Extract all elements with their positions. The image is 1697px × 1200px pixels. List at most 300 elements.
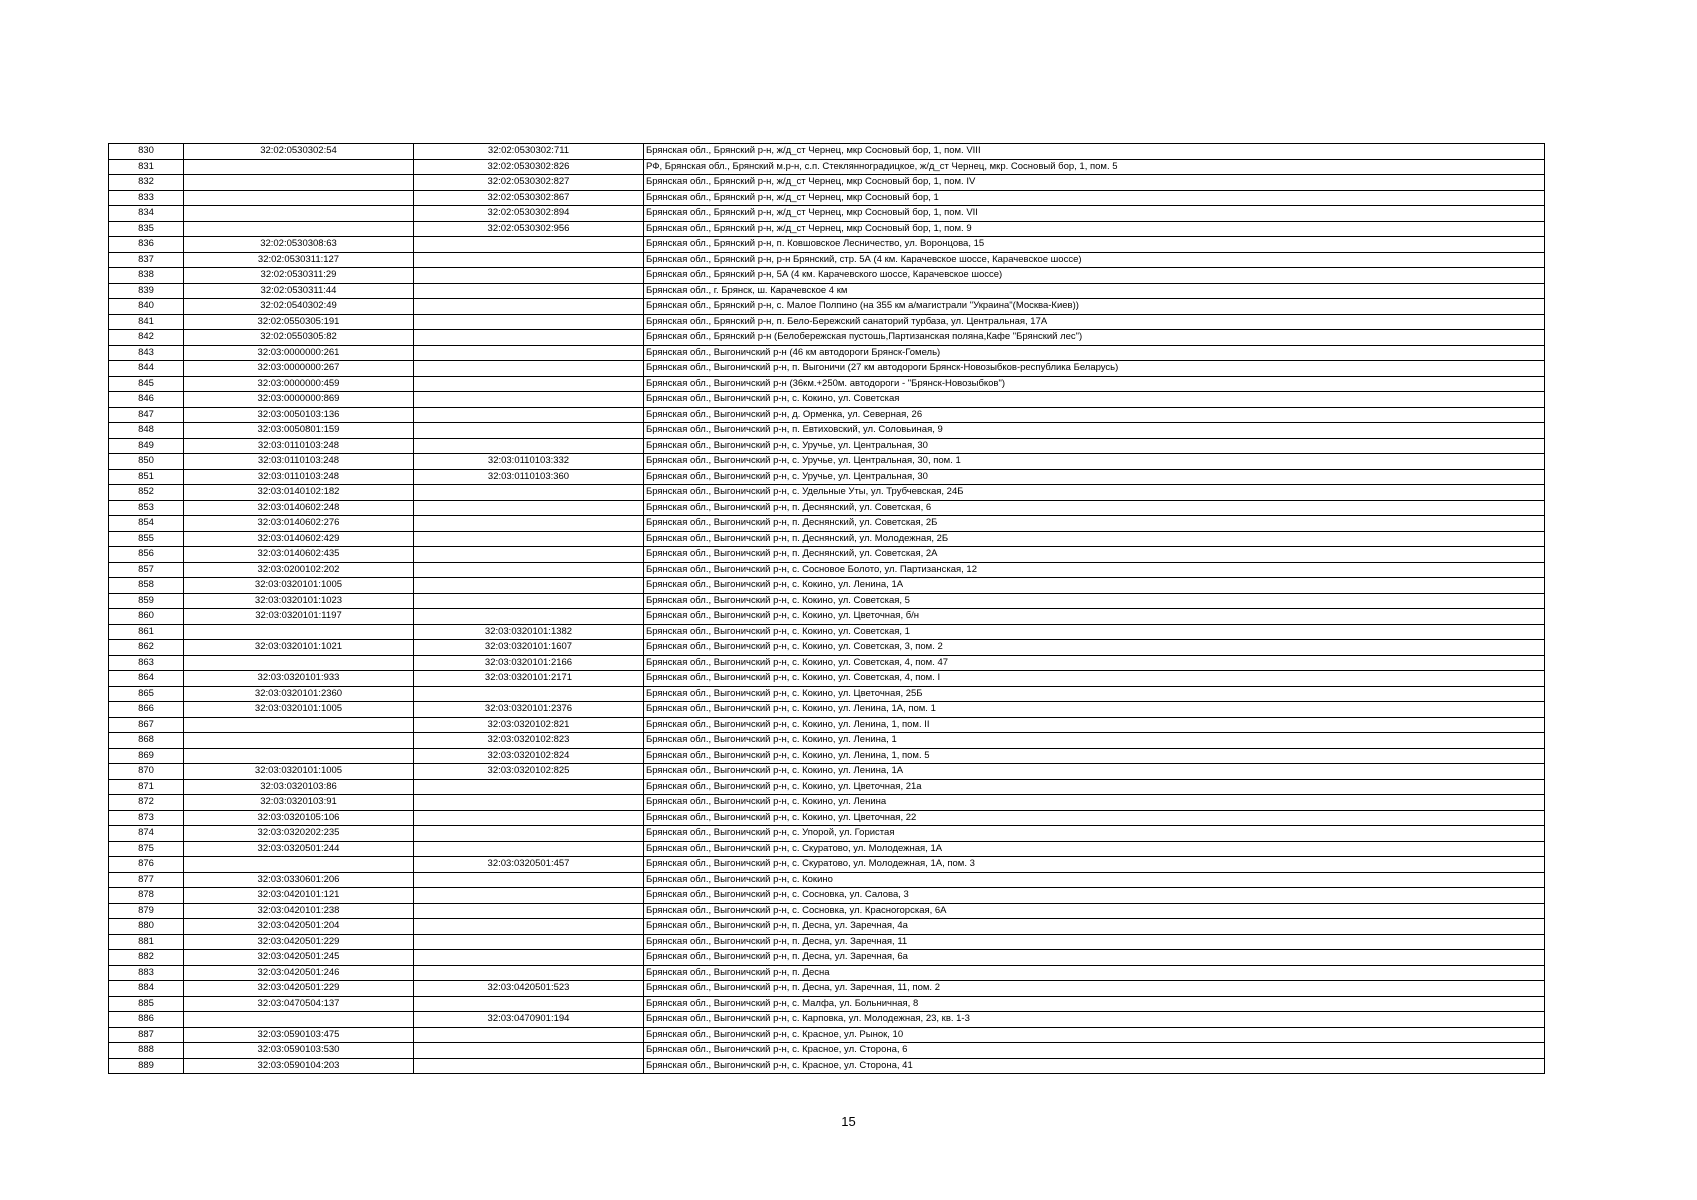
- address-cell: Брянская обл., Выгоничский р-н, с. Кокино, ул. Цветочная, б/н: [644, 609, 1545, 625]
- row-number-cell: 834: [109, 206, 184, 222]
- premises-cadastral-number-cell: [414, 888, 644, 904]
- table-row: [109, 454, 1545, 470]
- cadastral-number-cell: 32:03:0110103:248: [184, 454, 414, 470]
- table-row: [109, 175, 1545, 191]
- table-row: [109, 330, 1545, 346]
- row-number-cell: 835: [109, 221, 184, 237]
- cadastral-number-cell: [184, 624, 414, 640]
- row-number-cell: 851: [109, 469, 184, 485]
- premises-cadastral-number-cell: 32:02:0530302:956: [414, 221, 644, 237]
- address-cell: Брянская обл., Выгоничский р-н, п. Деснянский, ул. Советская, 2А: [644, 547, 1545, 563]
- premises-cadastral-number-cell: 32:03:0320101:2376: [414, 702, 644, 718]
- page-number: 15: [841, 1114, 856, 1129]
- cadastral-number-cell: 32:03:0050801:159: [184, 423, 414, 439]
- row-number-cell: 862: [109, 640, 184, 656]
- table-row: [109, 252, 1545, 268]
- address-cell: Брянская обл., г. Брянск, ш. Карачевское 4 км: [644, 283, 1545, 299]
- premises-cadastral-number-cell: [414, 500, 644, 516]
- row-number-cell: 857: [109, 562, 184, 578]
- table-row: [109, 857, 1545, 873]
- table-row: [109, 764, 1545, 780]
- premises-cadastral-number-cell: 32:02:0530302:826: [414, 159, 644, 175]
- table-row: [109, 903, 1545, 919]
- row-number-cell: 885: [109, 996, 184, 1012]
- cadastral-number-cell: 32:03:0320101:1197: [184, 609, 414, 625]
- address-cell: Брянская обл., Брянский р-н, п. Бело-Бережский санаторий турбаза, ул. Центральная, 17А: [644, 314, 1545, 330]
- premises-cadastral-number-cell: 32:03:0320101:1607: [414, 640, 644, 656]
- table-row: [109, 206, 1545, 222]
- premises-cadastral-number-cell: [414, 934, 644, 950]
- premises-cadastral-number-cell: 32:03:0420501:523: [414, 981, 644, 997]
- cadastral-number-cell: 32:03:0420501:229: [184, 934, 414, 950]
- premises-cadastral-number-cell: 32:03:0320101:1382: [414, 624, 644, 640]
- row-number-cell: 872: [109, 795, 184, 811]
- table-row: [109, 531, 1545, 547]
- property-register-table: [108, 143, 1545, 1074]
- table-row: [109, 779, 1545, 795]
- premises-cadastral-number-cell: 32:03:0320501:457: [414, 857, 644, 873]
- address-cell: Брянская обл., Выгоничский р-н, п. Десна, ул. Заречная, 11: [644, 934, 1545, 950]
- cadastral-number-cell: 32:02:0530311:29: [184, 268, 414, 284]
- address-cell: Брянская обл., Брянский р-н, ж/д_ст Чернец, мкр Сосновый бор, 1, пом. VII: [644, 206, 1545, 222]
- cadastral-number-cell: 32:02:0530302:54: [184, 144, 414, 160]
- address-cell: Брянская обл., Выгоничский р-н, с. Карповка, ул. Молодежная, 23, кв. 1-3: [644, 1012, 1545, 1028]
- row-number-cell: 860: [109, 609, 184, 625]
- address-cell: Брянская обл., Выгоничский р-н, с. Удельные Уты, ул. Трубчевская, 24Б: [644, 485, 1545, 501]
- address-cell: Брянская обл., Выгоничский р-н, с. Скуратово, ул. Молодежная, 1А, пом. 3: [644, 857, 1545, 873]
- table-row: [109, 485, 1545, 501]
- row-number-cell: 844: [109, 361, 184, 377]
- cadastral-number-cell: 32:02:0530308:63: [184, 237, 414, 253]
- cadastral-number-cell: [184, 190, 414, 206]
- row-number-cell: 887: [109, 1027, 184, 1043]
- cadastral-number-cell: 32:03:0140102:182: [184, 485, 414, 501]
- table-row: [109, 1012, 1545, 1028]
- premises-cadastral-number-cell: [414, 686, 644, 702]
- address-cell: Брянская обл., Выгоничский р-н, с. Кокино, ул. Ленина, 1А: [644, 764, 1545, 780]
- address-cell: Брянская обл., Выгоничский р-н, с. Кокино, ул. Цветочная, 21а: [644, 779, 1545, 795]
- table-row: [109, 268, 1545, 284]
- premises-cadastral-number-cell: [414, 996, 644, 1012]
- row-number-cell: 856: [109, 547, 184, 563]
- row-number-cell: 882: [109, 950, 184, 966]
- row-number-cell: 874: [109, 826, 184, 842]
- cadastral-number-cell: 32:03:0320202:235: [184, 826, 414, 842]
- row-number-cell: 831: [109, 159, 184, 175]
- table-row: [109, 919, 1545, 935]
- table-row: [109, 872, 1545, 888]
- cadastral-number-cell: 32:03:0320105:106: [184, 810, 414, 826]
- table-row: [109, 469, 1545, 485]
- cadastral-number-cell: 32:03:0320501:244: [184, 841, 414, 857]
- premises-cadastral-number-cell: 32:02:0530302:711: [414, 144, 644, 160]
- address-cell: Брянская обл., Выгоничский р-н, п. Выгоничи (27 км автодороги Брянск-Новозыбков-республика Беларусь): [644, 361, 1545, 377]
- premises-cadastral-number-cell: [414, 903, 644, 919]
- table-row: [109, 562, 1545, 578]
- premises-cadastral-number-cell: [414, 1027, 644, 1043]
- cadastral-number-cell: [184, 175, 414, 191]
- row-number-cell: 871: [109, 779, 184, 795]
- cadastral-number-cell: 32:03:0320101:933: [184, 671, 414, 687]
- row-number-cell: 842: [109, 330, 184, 346]
- table-row: [109, 361, 1545, 377]
- row-number-cell: 867: [109, 717, 184, 733]
- row-number-cell: 846: [109, 392, 184, 408]
- premises-cadastral-number-cell: 32:03:0110103:360: [414, 469, 644, 485]
- premises-cadastral-number-cell: [414, 919, 644, 935]
- table-row: [109, 392, 1545, 408]
- address-cell: Брянская обл., Выгоничский р-н, с. Скуратово, ул. Молодежная, 1А: [644, 841, 1545, 857]
- table-row: [109, 686, 1545, 702]
- table-row: [109, 438, 1545, 454]
- address-cell: Брянская обл., Выгоничский р-н, с. Кокино, ул. Ленина: [644, 795, 1545, 811]
- row-number-cell: 830: [109, 144, 184, 160]
- cadastral-number-cell: 32:03:0140602:429: [184, 531, 414, 547]
- address-cell: Брянская обл., Выгоничский р-н, с. Кокино, ул. Советская, 4, пом. I: [644, 671, 1545, 687]
- table-row: [109, 609, 1545, 625]
- cadastral-number-cell: 32:03:0420501:229: [184, 981, 414, 997]
- address-cell: Брянская обл., Выгоничский р-н, п. Евтиховский, ул. Соловьиная, 9: [644, 423, 1545, 439]
- address-cell: Брянская обл., Выгоничский р-н, с. Красное, ул. Сторона, 6: [644, 1043, 1545, 1059]
- table-row: [109, 1043, 1545, 1059]
- table-row: [109, 655, 1545, 671]
- cadastral-number-cell: 32:03:0140602:276: [184, 516, 414, 532]
- row-number-cell: 837: [109, 252, 184, 268]
- address-cell: Брянская обл., Выгоничский р-н, п. Десна, ул. Заречная, 11, пом. 2: [644, 981, 1545, 997]
- cadastral-number-cell: 32:03:0320101:1005: [184, 702, 414, 718]
- table-row: [109, 345, 1545, 361]
- cadastral-number-cell: 32:02:0540302:49: [184, 299, 414, 315]
- table-row: [109, 640, 1545, 656]
- premises-cadastral-number-cell: [414, 283, 644, 299]
- address-cell: Брянская обл., Выгоничский р-н, с. Красное, ул. Сторона, 41: [644, 1058, 1545, 1074]
- premises-cadastral-number-cell: [414, 376, 644, 392]
- table-row: [109, 826, 1545, 842]
- address-cell: Брянская обл., Брянский р-н, ж/д_ст Чернец, мкр Сосновый бор, 1: [644, 190, 1545, 206]
- address-cell: Брянская обл., Выгоничский р-н, с. Уручье, ул. Центральная, 30, пом. 1: [644, 454, 1545, 470]
- premises-cadastral-number-cell: [414, 578, 644, 594]
- row-number-cell: 854: [109, 516, 184, 532]
- cadastral-number-cell: [184, 733, 414, 749]
- table-row: [109, 717, 1545, 733]
- premises-cadastral-number-cell: [414, 810, 644, 826]
- row-number-cell: 888: [109, 1043, 184, 1059]
- row-number-cell: 847: [109, 407, 184, 423]
- row-number-cell: 850: [109, 454, 184, 470]
- table-row: [109, 237, 1545, 253]
- premises-cadastral-number-cell: [414, 237, 644, 253]
- row-number-cell: 863: [109, 655, 184, 671]
- row-number-cell: 849: [109, 438, 184, 454]
- cadastral-number-cell: 32:03:0420101:121: [184, 888, 414, 904]
- cadastral-number-cell: 32:03:0110103:248: [184, 438, 414, 454]
- address-cell: Брянская обл., Брянский р-н, ж/д_ст Чернец, мкр Сосновый бор, 1, пом. 9: [644, 221, 1545, 237]
- premises-cadastral-number-cell: [414, 826, 644, 842]
- cadastral-number-cell: 32:03:0590103:530: [184, 1043, 414, 1059]
- premises-cadastral-number-cell: [414, 531, 644, 547]
- table-row: [109, 376, 1545, 392]
- address-cell: Брянская обл., Выгоничский р-н, с. Кокино, ул. Советская, 1: [644, 624, 1545, 640]
- table-row: [109, 965, 1545, 981]
- address-cell: Брянская обл., Выгоничский р-н, п. Десна, ул. Заречная, 6а: [644, 950, 1545, 966]
- cadastral-number-cell: 32:03:0420501:204: [184, 919, 414, 935]
- premises-cadastral-number-cell: 32:03:0320102:823: [414, 733, 644, 749]
- address-cell: Брянская обл., Выгоничский р-н, с. Уручье, ул. Центральная, 30: [644, 469, 1545, 485]
- row-number-cell: 866: [109, 702, 184, 718]
- address-cell: Брянская обл., Выгоничский р-н, п. Десна: [644, 965, 1545, 981]
- address-cell: Брянская обл., Выгоничский р-н, с. Кокино, ул. Советская, 3, пом. 2: [644, 640, 1545, 656]
- premises-cadastral-number-cell: [414, 562, 644, 578]
- cadastral-number-cell: [184, 655, 414, 671]
- table-row: [109, 423, 1545, 439]
- premises-cadastral-number-cell: [414, 593, 644, 609]
- address-cell: Брянская обл., Выгоничский р-н, п. Деснянский, ул. Советская, 2Б: [644, 516, 1545, 532]
- cadastral-number-cell: 32:03:0320101:1005: [184, 578, 414, 594]
- table-row: [109, 159, 1545, 175]
- cadastral-number-cell: 32:03:0140602:435: [184, 547, 414, 563]
- address-cell: Брянская обл., Выгоничский р-н, с. Упорой, ул. Гористая: [644, 826, 1545, 842]
- row-number-cell: 886: [109, 1012, 184, 1028]
- row-number-cell: 881: [109, 934, 184, 950]
- row-number-cell: 868: [109, 733, 184, 749]
- cadastral-number-cell: 32:03:0320103:86: [184, 779, 414, 795]
- premises-cadastral-number-cell: 32:02:0530302:894: [414, 206, 644, 222]
- cadastral-number-cell: 32:02:0550305:82: [184, 330, 414, 346]
- cadastral-number-cell: [184, 857, 414, 873]
- row-number-cell: 843: [109, 345, 184, 361]
- address-cell: Брянская обл., Выгоничский р-н (36км.+250м. автодороги - "Брянск-Новозыбков"): [644, 376, 1545, 392]
- premises-cadastral-number-cell: [414, 779, 644, 795]
- address-cell: Брянская обл., Выгоничский р-н, п. Деснянский, ул. Советская, 6: [644, 500, 1545, 516]
- table-row: [109, 934, 1545, 950]
- table-row: [109, 500, 1545, 516]
- cadastral-number-cell: 32:03:0320101:1023: [184, 593, 414, 609]
- premises-cadastral-number-cell: [414, 841, 644, 857]
- address-cell: Брянская обл., Выгоничский р-н, с. Малфа, ул. Больничная, 8: [644, 996, 1545, 1012]
- address-cell: Брянская обл., Выгоничский р-н, с. Кокино, ул. Ленина, 1: [644, 733, 1545, 749]
- premises-cadastral-number-cell: 32:03:0320102:821: [414, 717, 644, 733]
- address-cell: Брянская обл., Брянский р-н (Белобережская пустошь,Партизанская поляна,Кафе "Брянский лес"): [644, 330, 1545, 346]
- table-row: [109, 950, 1545, 966]
- row-number-cell: 838: [109, 268, 184, 284]
- cadastral-number-cell: 32:03:0320103:91: [184, 795, 414, 811]
- premises-cadastral-number-cell: [414, 252, 644, 268]
- row-number-cell: 839: [109, 283, 184, 299]
- premises-cadastral-number-cell: [414, 392, 644, 408]
- premises-cadastral-number-cell: [414, 330, 644, 346]
- cadastral-number-cell: 32:03:0200102:202: [184, 562, 414, 578]
- address-cell: Брянская обл., Выгоничский р-н, с. Уручье, ул. Центральная, 30: [644, 438, 1545, 454]
- row-number-cell: 879: [109, 903, 184, 919]
- table-row: [109, 671, 1545, 687]
- cadastral-number-cell: 32:03:0320101:1005: [184, 764, 414, 780]
- row-number-cell: 845: [109, 376, 184, 392]
- table-row: [109, 748, 1545, 764]
- table-row: [109, 888, 1545, 904]
- premises-cadastral-number-cell: [414, 423, 644, 439]
- cadastral-number-cell: 32:03:0330601:206: [184, 872, 414, 888]
- cadastral-number-cell: [184, 1012, 414, 1028]
- row-number-cell: 852: [109, 485, 184, 501]
- cadastral-number-cell: [184, 159, 414, 175]
- premises-cadastral-number-cell: [414, 268, 644, 284]
- premises-cadastral-number-cell: [414, 345, 644, 361]
- address-cell: Брянская обл., Выгоничский р-н, с. Кокино, ул. Ленина, 1А: [644, 578, 1545, 594]
- row-number-cell: 858: [109, 578, 184, 594]
- cadastral-number-cell: [184, 717, 414, 733]
- cadastral-number-cell: 32:03:0000000:267: [184, 361, 414, 377]
- address-cell: Брянская обл., Выгоничский р-н, с. Кокино, ул. Ленина, 1, пом. II: [644, 717, 1545, 733]
- premises-cadastral-number-cell: 32:02:0530302:867: [414, 190, 644, 206]
- premises-cadastral-number-cell: 32:03:0320102:825: [414, 764, 644, 780]
- row-number-cell: 877: [109, 872, 184, 888]
- row-number-cell: 889: [109, 1058, 184, 1074]
- cadastral-number-cell: 32:03:0420501:245: [184, 950, 414, 966]
- address-cell: Брянская обл., Выгоничский р-н, с. Кокино, ул. Советская, 4, пом. 47: [644, 655, 1545, 671]
- address-cell: Брянская обл., Выгоничский р-н (46 км автодороги Брянск-Гомель): [644, 345, 1545, 361]
- address-cell: Брянская обл., Выгоничский р-н, с. Сосновка, ул. Красногорская, 6А: [644, 903, 1545, 919]
- premises-cadastral-number-cell: [414, 361, 644, 377]
- table-row: [109, 810, 1545, 826]
- row-number-cell: 865: [109, 686, 184, 702]
- table-row: [109, 733, 1545, 749]
- address-cell: Брянская обл., Выгоничский р-н, с. Кокино, ул. Ленина, 1А, пом. 1: [644, 702, 1545, 718]
- row-number-cell: 855: [109, 531, 184, 547]
- table-row: [109, 314, 1545, 330]
- premises-cadastral-number-cell: [414, 314, 644, 330]
- row-number-cell: 861: [109, 624, 184, 640]
- table-row: [109, 190, 1545, 206]
- premises-cadastral-number-cell: [414, 872, 644, 888]
- row-number-cell: 870: [109, 764, 184, 780]
- premises-cadastral-number-cell: 32:03:0470901:194: [414, 1012, 644, 1028]
- premises-cadastral-number-cell: [414, 485, 644, 501]
- address-cell: Брянская обл., Выгоничский р-н, д. Орменка, ул. Северная, 26: [644, 407, 1545, 423]
- address-cell: Брянская обл., Выгоничский р-н, с. Кокино, ул. Цветочная, 22: [644, 810, 1545, 826]
- address-cell: РФ, Брянская обл., Брянский м.р-н, с.п. Стеклянноградицкое, ж/д_ст Чернец, мкр. Сосновый бор, 1, пом. 5: [644, 159, 1545, 175]
- address-cell: Брянская обл., Брянский р-н, р-н Брянский, стр. 5А (4 км. Карачевское шоссе, Карачевское шоссе): [644, 252, 1545, 268]
- row-number-cell: 869: [109, 748, 184, 764]
- cadastral-number-cell: 32:03:0050103:136: [184, 407, 414, 423]
- address-cell: Брянская обл., Выгоничский р-н, с. Кокино: [644, 872, 1545, 888]
- row-number-cell: 878: [109, 888, 184, 904]
- cadastral-number-cell: [184, 206, 414, 222]
- table-body: [109, 144, 1545, 1074]
- table-row: [109, 516, 1545, 532]
- premises-cadastral-number-cell: [414, 1058, 644, 1074]
- premises-cadastral-number-cell: [414, 547, 644, 563]
- table-row: [109, 624, 1545, 640]
- row-number-cell: 832: [109, 175, 184, 191]
- address-cell: Брянская обл., Выгоничский р-н, с. Кокино, ул. Цветочная, 25Б: [644, 686, 1545, 702]
- address-cell: Брянская обл., Выгоничский р-н, с. Сосновка, ул. Салова, 3: [644, 888, 1545, 904]
- row-number-cell: 880: [109, 919, 184, 935]
- address-cell: Брянская обл., Брянский р-н, с. Малое Полпино (на 355 км а/магистрали "Украина"(Москва-Киев)): [644, 299, 1545, 315]
- row-number-cell: 883: [109, 965, 184, 981]
- cadastral-number-cell: 32:03:0320101:2360: [184, 686, 414, 702]
- premises-cadastral-number-cell: 32:02:0530302:827: [414, 175, 644, 191]
- address-cell: Брянская обл., Выгоничский р-н, с. Кокино, ул. Советская, 5: [644, 593, 1545, 609]
- address-cell: Брянская обл., Брянский р-н, ж/д_ст Чернец, мкр Сосновый бор, 1, пом. IV: [644, 175, 1545, 191]
- table-row: [109, 299, 1545, 315]
- table-row: [109, 283, 1545, 299]
- premises-cadastral-number-cell: [414, 795, 644, 811]
- row-number-cell: 833: [109, 190, 184, 206]
- row-number-cell: 841: [109, 314, 184, 330]
- table-row: [109, 795, 1545, 811]
- cadastral-number-cell: 32:03:0140602:248: [184, 500, 414, 516]
- row-number-cell: 884: [109, 981, 184, 997]
- table-row: [109, 1058, 1545, 1074]
- table-row: [109, 407, 1545, 423]
- premises-cadastral-number-cell: [414, 965, 644, 981]
- premises-cadastral-number-cell: 32:03:0320102:824: [414, 748, 644, 764]
- premises-cadastral-number-cell: [414, 299, 644, 315]
- premises-cadastral-number-cell: [414, 1043, 644, 1059]
- table-row: [109, 144, 1545, 160]
- premises-cadastral-number-cell: [414, 438, 644, 454]
- premises-cadastral-number-cell: [414, 516, 644, 532]
- address-cell: Брянская обл., Выгоничский р-н, с. Кокино, ул. Советская: [644, 392, 1545, 408]
- cadastral-number-cell: 32:02:0530311:127: [184, 252, 414, 268]
- address-cell: Брянская обл., Выгоничский р-н, с. Сосновое Болото, ул. Партизанская, 12: [644, 562, 1545, 578]
- table-row: [109, 702, 1545, 718]
- address-cell: Брянская обл., Брянский р-н, ж/д_ст Чернец, мкр Сосновый бор, 1, пом. VIII: [644, 144, 1545, 160]
- premises-cadastral-number-cell: [414, 609, 644, 625]
- premises-cadastral-number-cell: [414, 407, 644, 423]
- address-cell: Брянская обл., Выгоничский р-н, п. Десна, ул. Заречная, 4а: [644, 919, 1545, 935]
- table-row: [109, 841, 1545, 857]
- table-row: [109, 1027, 1545, 1043]
- cadastral-number-cell: 32:03:0590103:475: [184, 1027, 414, 1043]
- table-row: [109, 981, 1545, 997]
- address-cell: Брянская обл., Брянский р-н, п. Ковшовское Лесничество, ул. Воронцова, 15: [644, 237, 1545, 253]
- address-cell: Брянская обл., Выгоничский р-н, п. Деснянский, ул. Молодежная, 2Б: [644, 531, 1545, 547]
- cadastral-number-cell: 32:02:0550305:191: [184, 314, 414, 330]
- cadastral-number-cell: 32:03:0470504:137: [184, 996, 414, 1012]
- table-row: [109, 593, 1545, 609]
- table-row: [109, 578, 1545, 594]
- cadastral-number-cell: 32:03:0590104:203: [184, 1058, 414, 1074]
- cadastral-number-cell: 32:03:0000000:459: [184, 376, 414, 392]
- cadastral-number-cell: [184, 221, 414, 237]
- table-row: [109, 221, 1545, 237]
- cadastral-number-cell: [184, 748, 414, 764]
- address-cell: Брянская обл., Выгоничский р-н, с. Красное, ул. Рынок, 10: [644, 1027, 1545, 1043]
- cadastral-number-cell: 32:02:0530311:44: [184, 283, 414, 299]
- address-cell: Брянская обл., Выгоничский р-н, с. Кокино, ул. Ленина, 1, пом. 5: [644, 748, 1545, 764]
- premises-cadastral-number-cell: 32:03:0320101:2166: [414, 655, 644, 671]
- row-number-cell: 876: [109, 857, 184, 873]
- row-number-cell: 875: [109, 841, 184, 857]
- cadastral-number-cell: 32:03:0420501:246: [184, 965, 414, 981]
- cadastral-number-cell: 32:03:0110103:248: [184, 469, 414, 485]
- cadastral-number-cell: 32:03:0420101:238: [184, 903, 414, 919]
- premises-cadastral-number-cell: 32:03:0320101:2171: [414, 671, 644, 687]
- cadastral-number-cell: 32:03:0000000:869: [184, 392, 414, 408]
- row-number-cell: 853: [109, 500, 184, 516]
- cadastral-number-cell: 32:03:0320101:1021: [184, 640, 414, 656]
- address-cell: Брянская обл., Брянский р-н, 5А (4 км. Карачевского шоссе, Карачевское шоссе): [644, 268, 1545, 284]
- row-number-cell: 864: [109, 671, 184, 687]
- premises-cadastral-number-cell: 32:03:0110103:332: [414, 454, 644, 470]
- table-row: [109, 547, 1545, 563]
- table-row: [109, 996, 1545, 1012]
- row-number-cell: 873: [109, 810, 184, 826]
- row-number-cell: 848: [109, 423, 184, 439]
- row-number-cell: 840: [109, 299, 184, 315]
- premises-cadastral-number-cell: [414, 950, 644, 966]
